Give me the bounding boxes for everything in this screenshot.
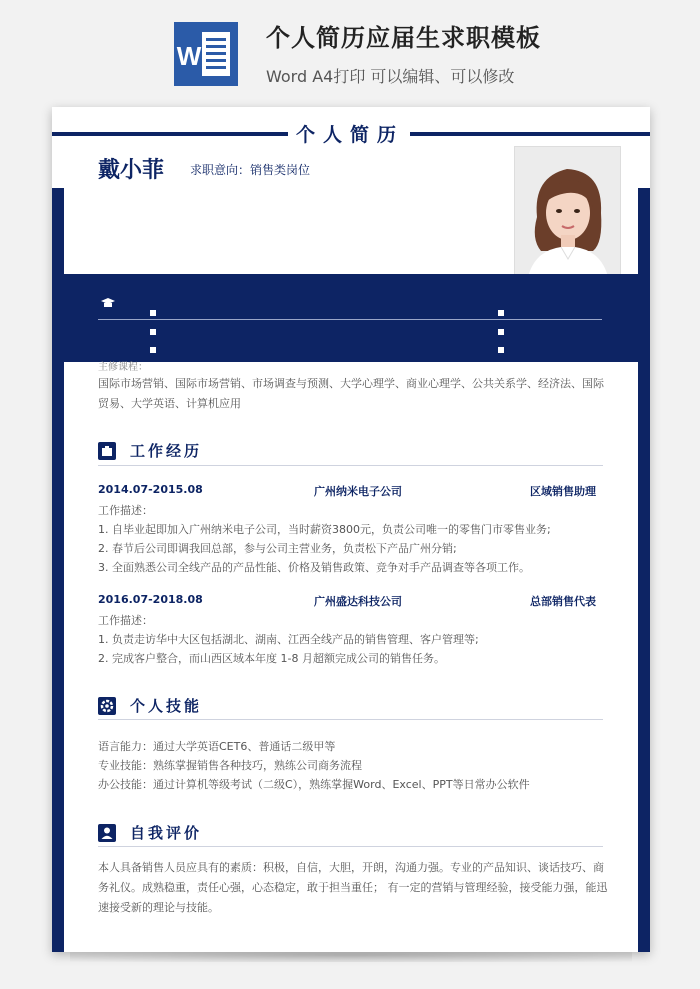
bullet-dot [498,310,504,316]
bullet-dot [498,329,504,335]
job-1-desc-label: 工作描述： [98,504,153,517]
banner-subtitle: Word A4打印 可以编辑、可以修改 [266,67,515,86]
candidate-name: 戴小菲 [98,158,165,183]
graduation-cap-icon [101,298,115,308]
courses-text: 国际市场营销、国际市场营销、市场调查与预测、大学心理学、商业心理学、公共关系学、经济法、国际贸易、大学英语、计算机应用 [98,377,604,410]
resume-header-title: 个人简历 [296,124,405,146]
job-2-role: 总部销售代表 [530,595,596,608]
gear-icon [98,697,116,715]
work-section-title: 工作经历 [130,442,203,460]
skills-section-divider [98,719,603,720]
briefcase-icon [98,442,116,460]
job-2-date: 2016.07-2018.08 [98,593,203,606]
job-1-item-1: 1. 自毕业起即加入广州纳米电子公司，当时薪资3800元，负责公司唯一的零售门市零售业务; [98,523,551,536]
word-icon-letter: W [176,41,202,71]
job-1-item-2: 2. 春节后公司即调我回总部，参与公司主营业务，负责松下产品广州分销; [98,542,457,555]
portrait-illustration [515,147,620,281]
work-section-divider [98,465,603,466]
job-target: 求职意向：销售类岗位 [190,163,311,177]
banner-title: 个人简历应届生求职模板 [266,24,541,52]
bullet-dot [150,310,156,316]
word-icon [172,20,240,88]
top-banner [0,0,700,105]
courses-label: 主修课程： [98,362,148,373]
skill-item: 专业技能：熟练掌握销售各种技巧，熟练公司商务流程 [98,759,362,772]
person-icon [98,824,116,842]
job-2-company: 广州盛达科技公司 [314,595,402,608]
job-2-desc-label: 工作描述： [98,614,153,627]
job-2-item-1: 1. 负责走访华中大区包括湖北、湖南、江西全线产品的销售管理、客户管理等; [98,633,479,646]
header-line-right [410,132,650,136]
job-1-company: 广州纳米电子公司 [314,485,402,498]
job-2-item-2: 2. 完成客户整合，而山西区域本年度 1-8 月超额完成公司的销售任务。 [98,652,445,665]
bullet-dot [498,347,504,353]
skill-item: 办公技能：通过计算机等级考试（二级C），熟练掌握Word、Excel、PPT等日常办公软件 [98,778,530,791]
self-eval-section-title: 自我评价 [130,824,203,842]
right-side-bar [638,188,650,952]
candidate-photo [514,146,621,282]
left-side-bar [52,188,64,952]
skills-section-title: 个人技能 [130,697,203,715]
job-1-item-3: 3. 全面熟悉公司全线产品的产品性能、价格及销售政策、竞争对手产品调查等各项工作。 [98,561,530,574]
skill-item: 语言能力：通过大学英语CET6、普通话二级甲等 [98,740,336,753]
self-eval-section-divider [98,846,603,847]
bullet-dot [150,329,156,335]
education-band-divider [98,319,602,320]
bullet-dot [150,347,156,353]
self-eval-text: 本人具备销售人员应具有的素质：积极，自信，大胆，开朗，沟通力强。专业的产品知识、谈话技巧、商务礼仪。成熟稳重，责任心强，心态稳定，敢于担当重任； 有一定的营销与管理经验，接受能力强，能迅速接受新的理论与技能。 [98,861,608,914]
header-line-left [52,132,288,136]
job-1-date: 2014.07-2015.08 [98,483,203,496]
job-1-role: 区域销售助理 [530,485,596,498]
